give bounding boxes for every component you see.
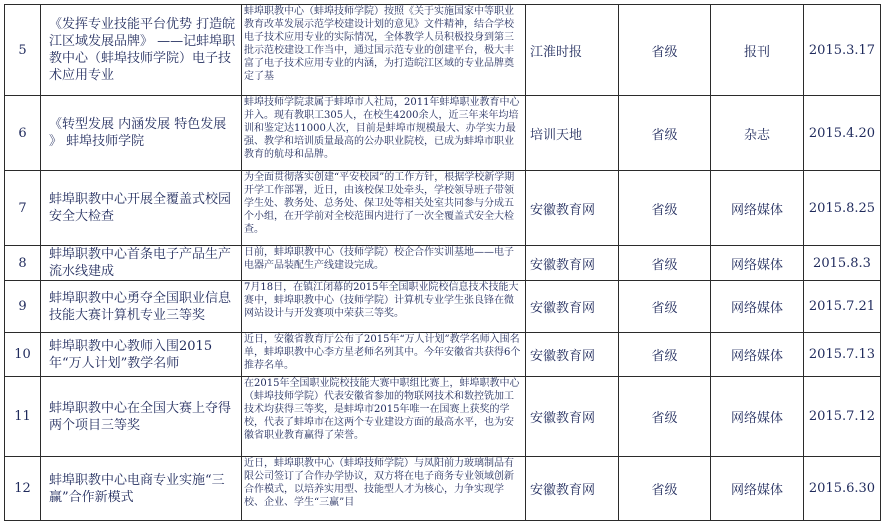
report-title: 蚌埠职教中心教师入围2015年“万人计划”教学名师 <box>41 333 242 377</box>
media-level: 省级 <box>619 457 711 521</box>
report-title: 蚌埠职教中心在全国大赛上夺得两个项目三等奖 <box>41 377 242 457</box>
report-title: 《发挥专业技能平台优势 打造皖江区域发展品牌》 ——记蚌埠职教中心（蚌埠技师学院）电子技术应用专业 <box>41 5 242 96</box>
media-name: 安徽教育网 <box>526 333 619 377</box>
publish-date: 2015.6.30 <box>804 457 881 521</box>
table-row <box>5 457 881 521</box>
table-row <box>5 171 881 246</box>
media-type: 网络媒体 <box>711 281 804 333</box>
media-type: 网络媒体 <box>711 246 804 281</box>
table-row <box>5 96 881 171</box>
report-summary-text: 7月18日，在镇江闭幕的2015年全国职业院校信息技术技能大赛中，蚌埠职教中心（技师学院）计算机专业学生张良锋在微网站设计与开发赛项中荣获三等奖。 <box>244 282 519 319</box>
table-row <box>5 5 881 96</box>
table-row <box>5 281 881 333</box>
report-summary-text: 近日，蚌埠职教中心（蚌埠技师学院）与凤阳前力玻璃制品有限公司签订了合作办学协议，双方将在电子商务专业领域创新合作模式，以培养实用型、技能型人才为核心，力争实现学校、企业、学生“三赢”目 <box>244 458 514 508</box>
row-number: 7 <box>5 171 41 246</box>
media-name: 安徽教育网 <box>526 377 619 457</box>
row-number: 8 <box>5 246 41 281</box>
media-type: 网络媒体 <box>711 171 804 246</box>
publish-date: 2015.7.12 <box>804 377 881 457</box>
report-summary <box>242 246 526 281</box>
report-summary <box>242 457 526 521</box>
report-summary <box>242 171 526 246</box>
report-title: 蚌埠职教中心电商专业实施“三赢”合作新模式 <box>41 457 242 521</box>
media-type: 网络媒体 <box>711 333 804 377</box>
media-level: 省级 <box>619 5 711 96</box>
publish-date: 2015.7.21 <box>804 281 881 333</box>
table-row <box>5 377 881 457</box>
media-name: 培训天地 <box>526 96 619 171</box>
report-summary <box>242 333 526 377</box>
media-name: 安徽教育网 <box>526 171 619 246</box>
media-type: 报刊 <box>711 5 804 96</box>
report-summary <box>242 281 526 333</box>
media-name: 江淮时报 <box>526 5 619 96</box>
report-title: 蚌埠职教中心首条电子产品生产流水线建成 <box>41 246 242 281</box>
row-number: 12 <box>5 457 41 521</box>
report-summary-text: 蚌埠职教中心（蚌埠技师学院）按照《关于实施国家中等职业教育改革发展示范学校建设计划的意见》文件精神，结合学校电子技术应用专业的实际情况，全体教学人员积极投身到第三批示范校建设工作当中，通过国示范专业的创建平台，极大丰富了电子技术应用专业的内涵，为打造皖江区域的专业品牌奠定了基 <box>244 6 514 82</box>
report-title: 蚌埠职教中心勇夺全国职业信息技能大赛计算机专业三等奖 <box>41 281 242 333</box>
report-summary-text: 近日，安徽省教育厅公布了2015年“万人计划”教学名师入围名单，蚌埠职教中心李方星老师名列其中。今年安徽省共获得6个推荐名单。 <box>244 334 521 371</box>
row-number: 9 <box>5 281 41 333</box>
publish-date: 2015.7.13 <box>804 333 881 377</box>
report-summary-text: 在2015年全国职业院校技能大赛中职组比赛上，蚌埠职教中心（蚌埠技师学院）代表安徽省参加的物联网技术和数控铣加工技术均获得三等奖，是蚌埠市2015年唯一在国赛上获奖的学校，代表了蚌埠市在这两个专业建设方面的最高水平，也为安徽省职业教育赢得了荣誉。 <box>244 378 520 441</box>
report-summary-text: 为全面贯彻落实创建“平安校园”的工作方针，根据学校新学期开学工作部署，近日，由该校保卫处牵头，学校领导班子带领学生处、教务处、总务处、保卫处等相关处室共同参与分成五个小组，在开学前对全校范围内进行了一次全覆盖式安全大检查。 <box>244 172 515 235</box>
media-type: 网络媒体 <box>711 377 804 457</box>
media-type: 杂志 <box>711 96 804 171</box>
media-level: 省级 <box>619 333 711 377</box>
report-title: 《转型发展 内涵发展 特色发展 》 蚌埠技师学院 <box>41 96 242 171</box>
media-name: 安徽教育网 <box>526 457 619 521</box>
publish-date: 2015.8.3 <box>804 246 881 281</box>
table-row <box>5 333 881 377</box>
row-number: 10 <box>5 333 41 377</box>
publish-date: 2015.8.25 <box>804 171 881 246</box>
row-number: 5 <box>5 5 41 96</box>
report-summary-text: 蚌埠技师学院隶属于蚌埠市人社局，2011年蚌埠职业教育中心并入。现有教职工305人，在校生4200余人，近三年来年均培训和鉴定达11000人次，目前是蚌埠市规模最大、办学实力最强、教学和培训质量最高的公办职业院校，已成为蚌埠市职业教育的航母和品牌。 <box>244 97 520 160</box>
publish-date: 2015.3.17 <box>804 5 881 96</box>
media-type: 网络媒体 <box>711 457 804 521</box>
media-level: 省级 <box>619 171 711 246</box>
media-level: 省级 <box>619 96 711 171</box>
row-number: 11 <box>5 377 41 457</box>
report-summary-text: 日前，蚌埠职教中心（技师学院）校企合作实训基地——电子电器产品装配生产线建设完成。 <box>244 247 514 271</box>
publish-date: 2015.4.20 <box>804 96 881 171</box>
news-report-table <box>4 4 881 521</box>
media-name: 安徽教育网 <box>526 246 619 281</box>
media-level: 省级 <box>619 377 711 457</box>
table-row <box>5 246 881 281</box>
report-title: 蚌埠职教中心开展全覆盖式校园安全大检查 <box>41 171 242 246</box>
report-summary <box>242 5 526 96</box>
media-level: 省级 <box>619 281 711 333</box>
media-name: 安徽教育网 <box>526 281 619 333</box>
report-summary <box>242 96 526 171</box>
row-number: 6 <box>5 96 41 171</box>
report-summary <box>242 377 526 457</box>
media-level: 省级 <box>619 246 711 281</box>
